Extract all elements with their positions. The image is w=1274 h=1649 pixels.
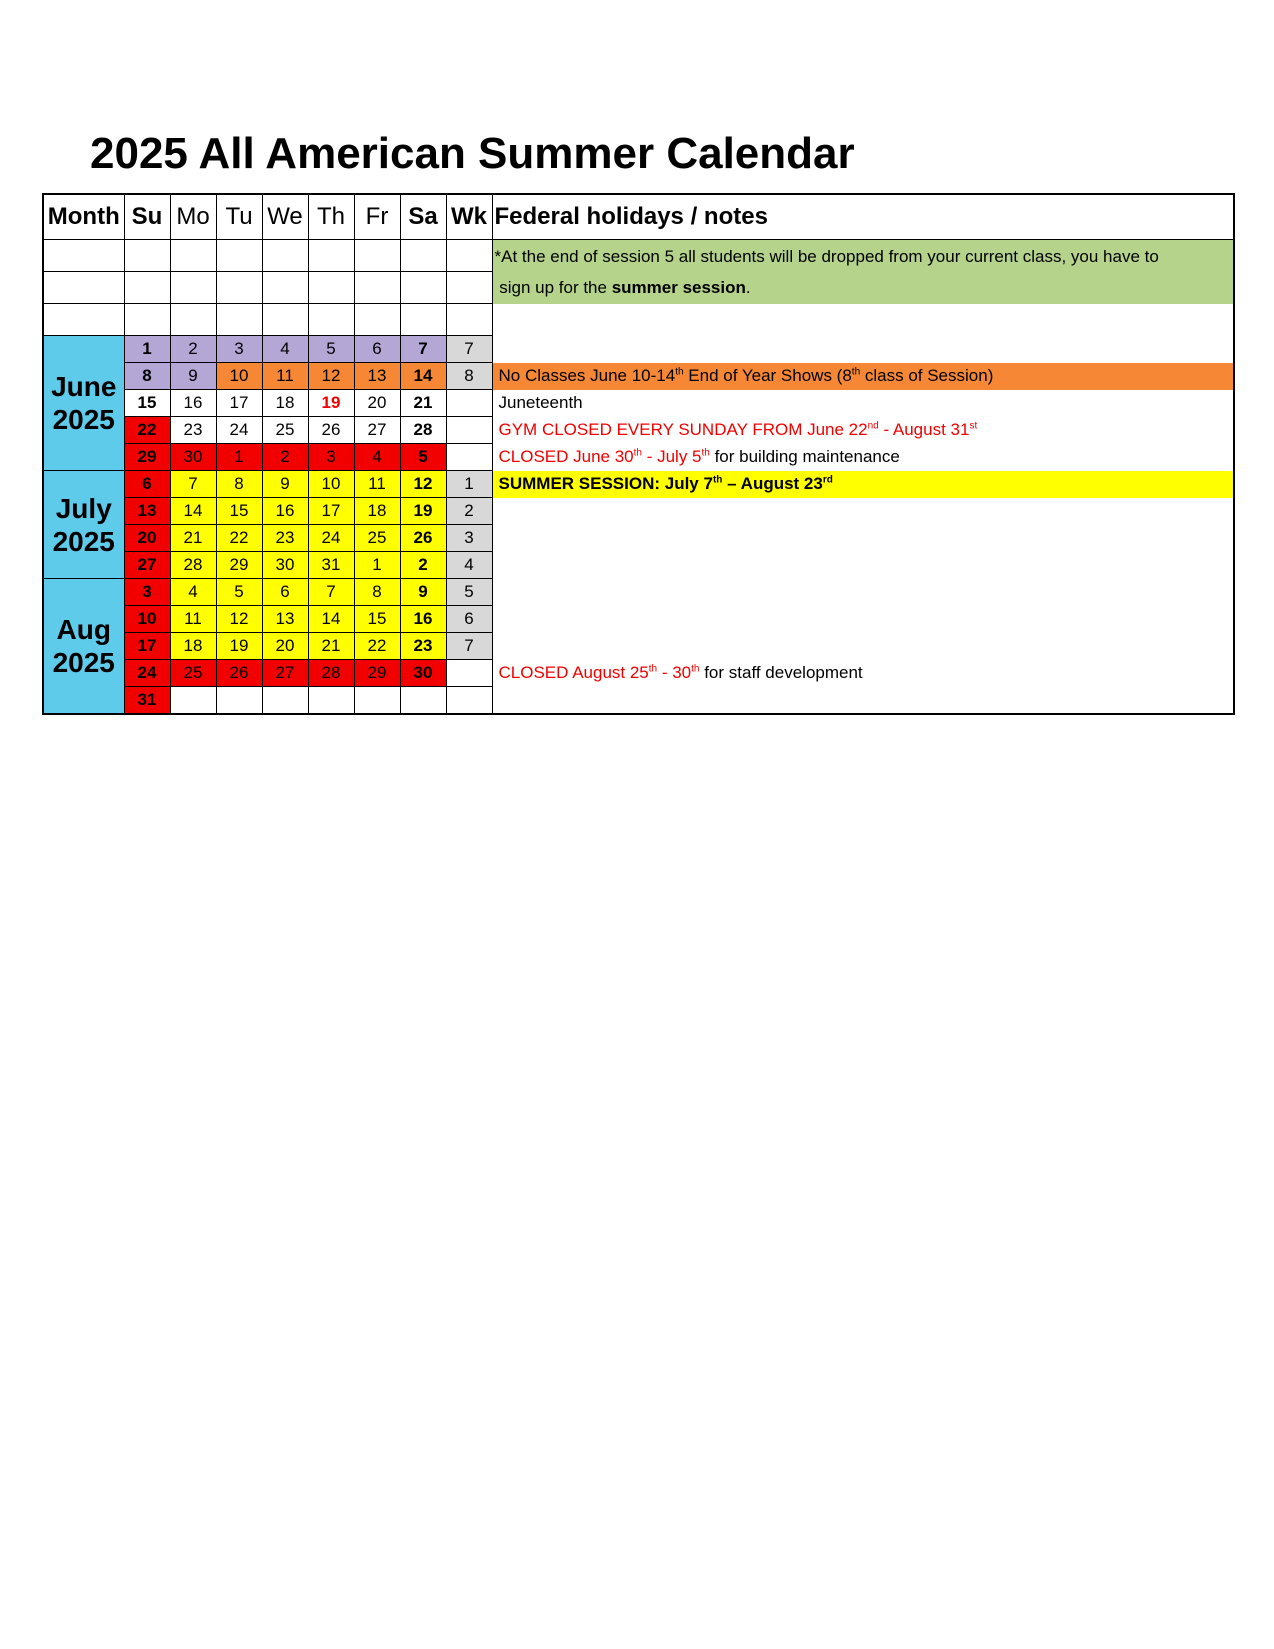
day-cell: 21 [308,633,354,660]
note-superscript: st [969,420,978,432]
week-row [43,687,1234,715]
day-cell: 29 [216,552,262,579]
week-number: 1 [446,471,492,498]
intro-note-line2-post: . [745,277,751,297]
header-wk: Wk [446,194,492,240]
intro-note [492,240,1234,304]
day-cell [262,687,308,715]
note-text: No Classes June 10-14 [498,366,676,385]
day-cell: 5 [216,579,262,606]
day-cell: 1 [216,444,262,471]
week-row [43,498,1234,525]
note-cell [492,471,1234,498]
note-cell [492,390,1234,417]
day-cell: 15 [216,498,262,525]
day-cell: 10 [308,471,354,498]
note-june-no-classes [499,366,994,385]
day-cell: 28 [400,417,446,444]
note-summer-session [499,474,833,493]
day-cell: 19 [308,390,354,417]
day-cell: 17 [124,633,170,660]
note-superscript: th [633,447,642,459]
day-cell: 18 [170,633,216,660]
day-cell: 8 [354,579,400,606]
note-cell [492,633,1234,660]
note-cell [492,687,1234,715]
day-cell: 20 [354,390,400,417]
day-cell [308,687,354,715]
note-superscript: th [701,447,710,459]
header-fr: Fr [354,194,400,240]
day-cell: 2 [262,444,308,471]
day-cell [400,687,446,715]
day-cell: 4 [170,579,216,606]
week-row [43,660,1234,687]
week-number [446,660,492,687]
day-cell: 5 [400,444,446,471]
day-cell: 25 [354,525,400,552]
day-cell: 17 [308,498,354,525]
note-superscript: th [675,366,684,378]
day-cell: 15 [354,606,400,633]
header-sa: Sa [400,194,446,240]
week-row [43,417,1234,444]
day-cell: 7 [170,471,216,498]
day-cell: 4 [354,444,400,471]
note-text: End of Year Shows (8 [683,366,852,385]
week-number: 6 [446,606,492,633]
week-row [43,444,1234,471]
week-number: 7 [446,633,492,660]
note-cell [492,336,1234,363]
day-cell: 6 [262,579,308,606]
day-cell: 9 [170,363,216,390]
note-closed-june [499,447,900,466]
day-cell: 3 [216,336,262,363]
day-cell: 28 [308,660,354,687]
day-cell: 16 [170,390,216,417]
week-row [43,633,1234,660]
note-cell [492,606,1234,633]
day-cell: 26 [216,660,262,687]
week-number: 7 [446,336,492,363]
day-cell: 26 [400,525,446,552]
note-cell [492,552,1234,579]
day-cell: 14 [308,606,354,633]
note-cell [492,660,1234,687]
day-cell: 16 [400,606,446,633]
day-cell: 17 [216,390,262,417]
day-cell [170,687,216,715]
week-number [446,687,492,715]
week-number [446,417,492,444]
week-row [43,552,1234,579]
day-cell: 27 [262,660,308,687]
day-cell: 21 [170,525,216,552]
note-text: for building maintenance [709,447,900,466]
day-cell: 30 [262,552,308,579]
note-superscript: th [712,474,723,486]
week-row [43,525,1234,552]
calendar-table [42,193,1235,715]
day-cell: 13 [262,606,308,633]
day-cell: 4 [262,336,308,363]
day-cell: 23 [400,633,446,660]
day-cell: 12 [308,363,354,390]
intro-note-line2-pre: sign up for the [499,277,612,297]
day-cell: 21 [400,390,446,417]
day-cell: 9 [262,471,308,498]
day-cell: 13 [124,498,170,525]
day-cell: 16 [262,498,308,525]
day-cell: 2 [170,336,216,363]
week-number [446,444,492,471]
day-cell: 27 [354,417,400,444]
day-cell: 20 [262,633,308,660]
day-cell: 19 [216,633,262,660]
day-cell: 25 [262,417,308,444]
note-gym-closed [499,420,978,439]
header-notes: Federal holidays / notes [492,194,1234,240]
day-cell: 10 [124,606,170,633]
day-cell: 22 [216,525,262,552]
note-cell [492,525,1234,552]
note-text: - July 5 [641,447,702,466]
blank-row [43,240,1234,272]
day-cell: 31 [308,552,354,579]
day-cell: 24 [308,525,354,552]
day-cell: 8 [124,363,170,390]
note-cell [492,444,1234,471]
week-row [43,363,1234,390]
day-cell: 22 [124,417,170,444]
note-cell [492,579,1234,606]
intro-note-line2-bold: summer session [611,277,746,297]
day-cell: 7 [308,579,354,606]
header-month: Month [43,194,124,240]
day-cell: 15 [124,390,170,417]
day-cell: 24 [216,417,262,444]
week-number: 3 [446,525,492,552]
day-cell: 30 [400,660,446,687]
day-cell: 11 [262,363,308,390]
month-label: Aug 2025 [43,579,124,715]
note-superscript: rd [822,474,833,486]
week-number: 5 [446,579,492,606]
header-row [43,194,1234,240]
day-cell: 22 [354,633,400,660]
month-label: June 2025 [43,336,124,471]
day-cell: 11 [170,606,216,633]
header-tu: Tu [216,194,262,240]
week-number: 8 [446,363,492,390]
day-cell: 6 [124,471,170,498]
week-number: 4 [446,552,492,579]
day-cell: 28 [170,552,216,579]
note-text: CLOSED June 30 [498,447,634,466]
day-cell: 1 [124,336,170,363]
page-title: 2025 All American Summer Calendar [90,129,855,178]
day-cell [216,687,262,715]
week-row [43,579,1234,606]
note-juneteenth: Juneteenth [498,393,583,412]
day-cell: 18 [262,390,308,417]
blank-row [43,304,1234,336]
header-su: Su [124,194,170,240]
intro-note-line1: *At the end of session 5 all students will be dropped from your current class, you have to [494,246,1159,266]
note-superscript: nd [867,420,879,432]
day-cell: 7 [400,336,446,363]
day-cell: 20 [124,525,170,552]
day-cell: 8 [216,471,262,498]
week-row [43,471,1234,498]
day-cell: 5 [308,336,354,363]
note-superscript: th [648,663,658,675]
note-text: - August 31 [878,420,970,439]
day-cell: 9 [400,579,446,606]
week-row [43,606,1234,633]
day-cell: 26 [308,417,354,444]
note-superscript: th [851,366,861,378]
note-closed-august [499,663,863,682]
note-text: GYM CLOSED EVERY SUNDAY FROM June 22 [498,420,868,439]
day-cell: 23 [262,525,308,552]
week-number [446,390,492,417]
day-cell: 24 [124,660,170,687]
day-cell: 12 [216,606,262,633]
header-th: Th [308,194,354,240]
day-cell: 18 [354,498,400,525]
note-text: CLOSED August 25 [498,663,649,682]
week-row [43,390,1234,417]
day-cell: 12 [400,471,446,498]
day-cell: 27 [124,552,170,579]
day-cell: 31 [124,687,170,715]
note-text: class of Session) [860,366,994,385]
day-cell: 2 [400,552,446,579]
note-text: SUMMER SESSION: July 7 [498,474,713,493]
day-cell: 3 [124,579,170,606]
day-cell: 10 [216,363,262,390]
day-cell: 13 [354,363,400,390]
header-mo: Mo [170,194,216,240]
day-cell: 19 [400,498,446,525]
day-cell: 30 [170,444,216,471]
note-text: – August 23 [722,474,823,493]
day-cell: 1 [354,552,400,579]
week-number: 2 [446,498,492,525]
note-cell [492,363,1234,390]
day-cell: 29 [124,444,170,471]
day-cell [354,687,400,715]
day-cell: 14 [170,498,216,525]
note-text: for staff development [699,663,863,682]
header-we: We [262,194,308,240]
note-superscript: th [691,663,700,675]
day-cell: 25 [170,660,216,687]
day-cell: 23 [170,417,216,444]
day-cell: 3 [308,444,354,471]
day-cell: 29 [354,660,400,687]
note-cell [492,498,1234,525]
note-text: - 30 [657,663,692,682]
day-cell: 6 [354,336,400,363]
note-cell [492,417,1234,444]
month-label: July 2025 [43,471,124,579]
day-cell: 11 [354,471,400,498]
week-row [43,336,1234,363]
day-cell: 14 [400,363,446,390]
